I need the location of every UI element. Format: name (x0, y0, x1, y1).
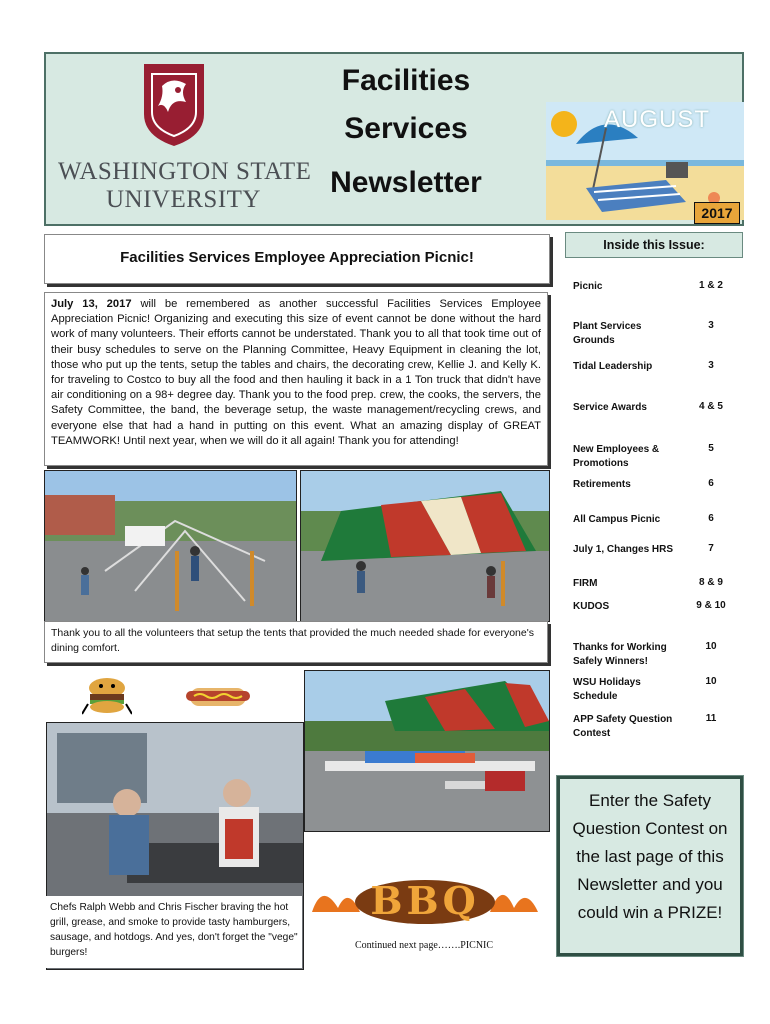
toc-item[interactable]: Tidal Leadership (573, 361, 653, 372)
toc-page: 3 (708, 360, 714, 371)
continued-next-page: Continued next page…….PICNIC (355, 940, 494, 951)
toc-item[interactable]: Retirements (573, 479, 631, 490)
toc-item[interactable]: WSU Holidays Schedule (573, 677, 641, 702)
toc-page: 4 & 5 (699, 401, 723, 412)
toc-page: 6 (708, 478, 714, 489)
toc-item[interactable]: New Employees & Promotions (573, 444, 660, 469)
article-body-text: will be remembered as another successful Facilities Services Employee Appreciation Picnic! Organizing and executing this size of event cannot be done without the hard work of many volunteers. Their efforts cannot be understated. Thank you to all that took time out of their busy schedules to serve on the Planning Committee, Heavy Equipment in cleaning the lot, those who put up the tents, setup the tables and chairs, the decorating crew, Kellie J. and Kelly K. for traveling to Costco to buy all the food and then hauling it back in a 1 Ton truck that didn't have air conditioning on a 98+ degree day. Thank you to the food prep. crew, the cooks, the servers, the Safety Committee, the band, the beverage setup, the waste management/recycling crews, and everyone else that had a hand in putting on this event. What an amazing display of GREAT TEAMWORK! Until next year, when we will do it all again! Thank you for attending! (51, 298, 541, 447)
toc-page: 9 & 10 (696, 600, 726, 611)
month-label: AUGUST (604, 106, 711, 133)
article-body-box (44, 292, 548, 466)
newsletter-header (44, 52, 744, 226)
newsletter-title-line3: Newsletter (330, 166, 482, 199)
toc-item[interactable]: All Campus Picnic (573, 514, 661, 525)
newsletter-title-line1: Facilities (341, 64, 471, 97)
tent-setup-photo-1 (44, 470, 297, 622)
toc-page: 10 (705, 676, 717, 687)
article-date: July 13, 2017 (51, 298, 132, 310)
newsletter-title-line2: Services (344, 112, 468, 145)
toc-page: 10 (705, 641, 717, 652)
toc-item[interactable]: APP Safety Question Contest (573, 714, 673, 739)
toc-page: 1 & 2 (699, 280, 723, 291)
year-badge: 2017 (694, 202, 740, 224)
university-name-line1: WASHINGTON STATE (58, 158, 312, 185)
food-tables-photo (304, 670, 550, 832)
toc-page: 11 (705, 713, 717, 724)
toc-item[interactable]: Plant Services Grounds (573, 321, 642, 346)
article-body (51, 297, 541, 449)
toc-item[interactable]: Picnic (573, 281, 603, 292)
bbq-clipart (308, 872, 542, 928)
hotdog-clipart-icon (186, 676, 250, 716)
toc-page: 6 (708, 513, 714, 524)
article-title: Facilities Services Employee Appreciation Picnic! (120, 249, 474, 266)
toc-page: 7 (708, 543, 714, 554)
university-name-line2: UNIVERSITY (106, 186, 261, 213)
burger-clipart-icon (82, 674, 132, 718)
toc-item[interactable]: Service Awards (573, 402, 647, 413)
toc-page: 3 (708, 320, 714, 331)
tent-photo-caption: Thank you to all the volunteers that setup the tents that provided the much needed shade for everyone's dining comfort. (44, 621, 548, 663)
toc-page: 5 (708, 443, 714, 454)
safety-contest-box: Enter the Safety Question Contest on the last page of this Newsletter and you could win a PRIZE! (557, 776, 743, 956)
toc-page: 8 & 9 (699, 577, 723, 588)
toc-item[interactable]: Thanks for Working Safely Winners! (573, 642, 667, 667)
toc-item[interactable]: KUDOS (573, 601, 610, 612)
inside-issue-heading: Inside this Issue: (565, 232, 743, 258)
toc-item[interactable]: July 1, Changes HRS (573, 544, 674, 555)
chefs-caption: Chefs Ralph Webb and Chris Fischer braving the hot grill, grease, and smoke to provide tasty hamburgers, sausage, and hotdogs. And yes, don't forget the "vege" burgers! (46, 896, 302, 968)
bbq-label: BBQ (370, 878, 480, 923)
toc-item[interactable]: FIRM (573, 578, 598, 589)
article-title-box (44, 234, 550, 284)
tent-setup-photo-2 (300, 470, 550, 622)
wsu-shield-logo (142, 62, 206, 148)
